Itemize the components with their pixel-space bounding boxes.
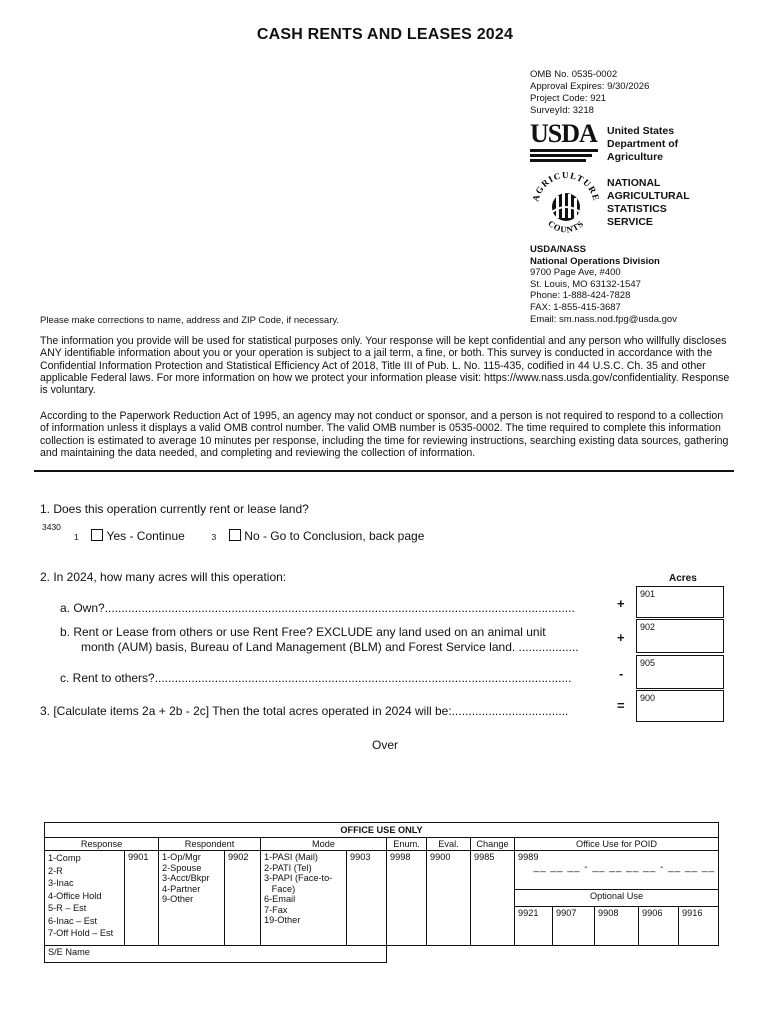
col-respondent: Respondent [159,838,261,851]
nass-line-3: STATISTICS [607,203,667,215]
omb-number: OMB No. 0535-0002 [530,69,618,80]
response-code-cell[interactable] [125,851,159,946]
corrections-note: Please make corrections to name, address and ZIP Code, if necessary. [40,315,340,326]
project-code: Project Code: 921 [530,93,607,104]
dept-line-1: United States [607,125,675,137]
q2a-acres-input[interactable] [636,586,724,618]
question-2: 2. In 2024, how many acres will this operation: [40,570,287,584]
mode-options [261,851,347,946]
usda-logo [530,121,598,162]
section-divider [34,470,734,472]
respondent-options [159,851,225,946]
q3-total-acres-input[interactable] [636,690,724,722]
usda-logo-stripes [530,149,598,162]
col-poid: Office Use for POID [515,838,719,851]
dept-line-3: Agriculture [607,151,664,163]
optional-code: 9916 [682,908,703,918]
office-table-blank [387,946,719,963]
usda-department-name [607,125,678,164]
respondent-code: 9902 [228,852,249,862]
mailing-address [530,244,677,325]
optional-cell-9908[interactable] [595,907,639,946]
col-eval: Eval. [427,838,471,851]
nass-name [607,177,690,229]
omb-info [530,69,649,117]
acres-header: Acres [669,573,697,584]
mode-opt: 3-PAPI (Face-to- [264,873,333,883]
q1-yes-checkbox[interactable] [91,529,103,541]
over-indicator: Over [371,738,398,752]
q1-yes-label: Yes - Continue [106,529,185,543]
q2c-item-code: 905 [640,658,656,668]
nass-line-4: SERVICE [607,216,653,228]
mode-opt: 1-PASI (Mail) [264,852,318,862]
respondent-opt: 4-Partner [162,883,201,894]
address-fax: FAX: 1-855-415-3687 [530,301,621,313]
response-opt: 3-Inac [48,878,74,888]
q1-options [74,529,424,543]
usda-logo-text: USDA [530,119,597,148]
q1-item-code: 3430 [42,522,61,532]
col-response: Response [45,838,159,851]
respondent-opt: 1-Op/Mgr [162,852,201,862]
nass-seal-icon [530,172,602,234]
response-opt: 4-Office Hold [48,890,102,901]
eval-cell[interactable] [427,851,471,946]
question-3: 3. [Calculate items 2a + 2b - 2c] Then the total acres operated in 2024 will be:................................... [40,704,569,718]
col-enum: Enum. [387,838,427,851]
q1-opt2-number: 3 [211,532,217,542]
enum-cell[interactable] [387,851,427,946]
optional-cell-9907[interactable] [553,907,595,946]
seal-bottom-text: COUNTS [546,218,586,234]
q2b-item-code: 902 [640,622,656,632]
se-name-label: S/E Name [48,947,90,957]
response-opt: 6-Inac – Est [48,915,98,926]
response-options [45,851,125,946]
eval-code: 9900 [430,852,451,862]
q2b-sign: + [617,630,625,645]
respondent-opt: 9-Other [162,894,194,904]
address-email: Email: sm.nass.nod.fpg@usda.gov [530,313,677,325]
q2b-acres-input[interactable] [636,619,724,653]
q2b-label-line2: month (AUM) basis, Bureau of Land Management (BLM) and Forest Service land. .................. [81,640,579,654]
respondent-opt: 2-Spouse [162,862,202,873]
office-use-table [44,822,719,963]
survey-id: SurveyId: 3218 [530,105,594,116]
mode-opt: Face) [264,883,296,894]
q2c-acres-input[interactable] [636,655,724,689]
address-street: 9700 Page Ave, #400 [530,267,621,279]
col-mode: Mode [261,838,387,851]
optional-cell-9906[interactable] [639,907,679,946]
respondent-opt: 3-Acct/Bkpr [162,873,210,883]
change-cell[interactable] [471,851,515,946]
q2c-label: c. Rent to others?............................................................................................................................. [60,671,572,685]
enum-code: 9998 [390,852,411,862]
form-title: CASH RENTS AND LEASES 2024 [256,26,514,43]
approval-expires: Approval Expires: 9/30/2026 [530,81,650,92]
col-change: Change [471,838,515,851]
response-code: 9901 [128,852,149,862]
mode-opt: 7-Fax [264,904,288,915]
question-1: 1. Does this operation currently rent or lease land? [40,502,309,516]
optional-code: 9907 [556,908,577,918]
respondent-code-cell[interactable] [225,851,261,946]
q2a-item-code: 901 [640,589,656,599]
optional-use-header: Optional Use [515,890,719,907]
mode-opt: 19-Other [264,915,301,925]
change-code: 9985 [474,852,495,862]
mode-code: 9903 [350,852,371,862]
office-use-header: OFFICE USE ONLY [45,823,719,838]
q2a-label: a. Own?............................................................................................................................................. [60,601,575,615]
optional-cell-9921[interactable] [515,907,553,946]
q2b-label-line1: b. Rent or Lease from others or use Rent Free? EXCLUDE any land used on an animal unit [60,625,546,639]
confidentiality-statement: The information you provide will be used for statistical purposes only. Your response will be kept confidential and any person who willfully discloses ANY identifiable information about you or your operation is subject to a jail term, a fine, or both. This survey is conducted in accordance with the Confidential Information Protection and Statistical Efficiency Act of 2018, Title III of Pub. L. No. 115-435, codified in 44 U.S.C. Ch. 35 and other applicable Federal laws. For more information on how we protect your information please visit: https://www.nass.usda.gov/confidentiality. Response is voluntary. [40,335,730,397]
response-opt: 5-R – Est [48,903,87,913]
q2a-sign: + [617,596,625,611]
response-opt: 2-R [48,865,63,876]
response-opt: 7-Off Hold – Est [48,928,114,938]
q3-sign: = [617,698,625,713]
q1-opt1-number: 1 [74,532,79,542]
poid-code: 9989 [518,852,539,862]
optional-cell-9916[interactable] [679,907,719,946]
optional-code: 9906 [642,908,663,918]
mode-code-cell[interactable] [347,851,387,946]
nass-line-1: NATIONAL [607,177,661,189]
poid-entry-dashes: __ __ __ - __ __ __ __ - __ __ __ [533,862,715,873]
seal-top-text: AGRICULTURE [530,172,602,203]
nass-line-2: AGRICULTURAL [607,190,690,202]
optional-code: 9908 [598,908,619,918]
mode-opt: 6-Email [264,894,296,904]
dept-line-2: Department of [607,138,679,150]
q1-no-label: No - Go to Conclusion, back page [244,529,425,543]
se-name-cell[interactable] [45,946,387,963]
address-city: St. Louis, MO 63132-1547 [530,278,641,290]
q2c-sign: - [619,666,624,681]
optional-code: 9921 [518,908,539,918]
address-division: National Operations Division [530,255,660,267]
q3-item-code: 900 [640,693,656,703]
address-org: USDA/NASS [530,244,586,255]
mode-opt: 2-PATI (Tel) [264,862,312,873]
paperwork-reduction-statement: According to the Paperwork Reduction Act of 1995, an agency may not conduct or sponsor, and a person is not required to respond to a collection of information unless it displays a valid OMB control number. The valid OMB number is 0535-0002. The time required to complete this information collection is estimated to average 10 minutes per response, including the time for reviewing instructions, searching existing data sources, gathering and maintaining the data needed, and completing and reviewing the collection of information. [40,410,729,459]
poid-cell[interactable] [515,851,719,890]
q1-no-checkbox[interactable] [229,529,241,541]
response-opt: 1-Comp [48,853,81,863]
address-phone: Phone: 1-888-424-7828 [530,290,631,302]
